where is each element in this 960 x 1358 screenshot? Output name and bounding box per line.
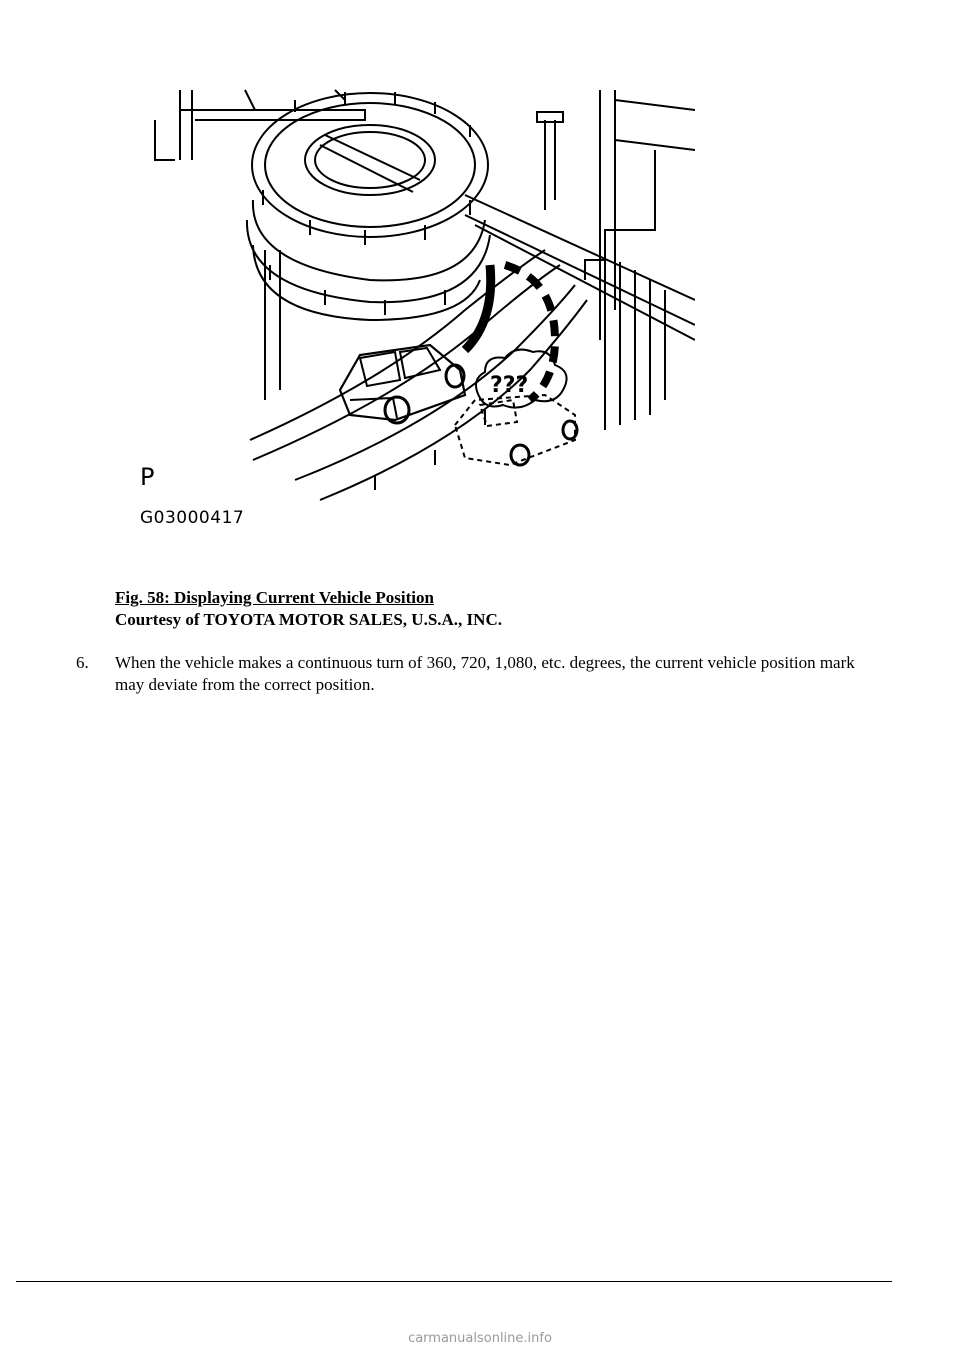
site-watermark: carmanualsonline.info: [408, 1331, 552, 1346]
illustration-svg: [135, 80, 695, 540]
confusion-question-marks: ???: [490, 373, 529, 398]
step-number: 6.: [76, 653, 89, 672]
footer-divider: [16, 1281, 892, 1282]
panel-letter: P: [140, 463, 155, 491]
parking-garage-illustration: [135, 80, 695, 540]
figure-caption-title: Fig. 58: Displaying Current Vehicle Position: [115, 588, 434, 607]
figure-credit: Courtesy of TOYOTA MOTOR SALES, U.S.A., INC.: [115, 610, 502, 629]
step-text: When the vehicle makes a continuous turn of 360, 720, 1,080, etc. degrees, the current vehicle position mark may deviate from the correct position.: [115, 653, 855, 694]
figure-code: G03000417: [140, 508, 245, 528]
